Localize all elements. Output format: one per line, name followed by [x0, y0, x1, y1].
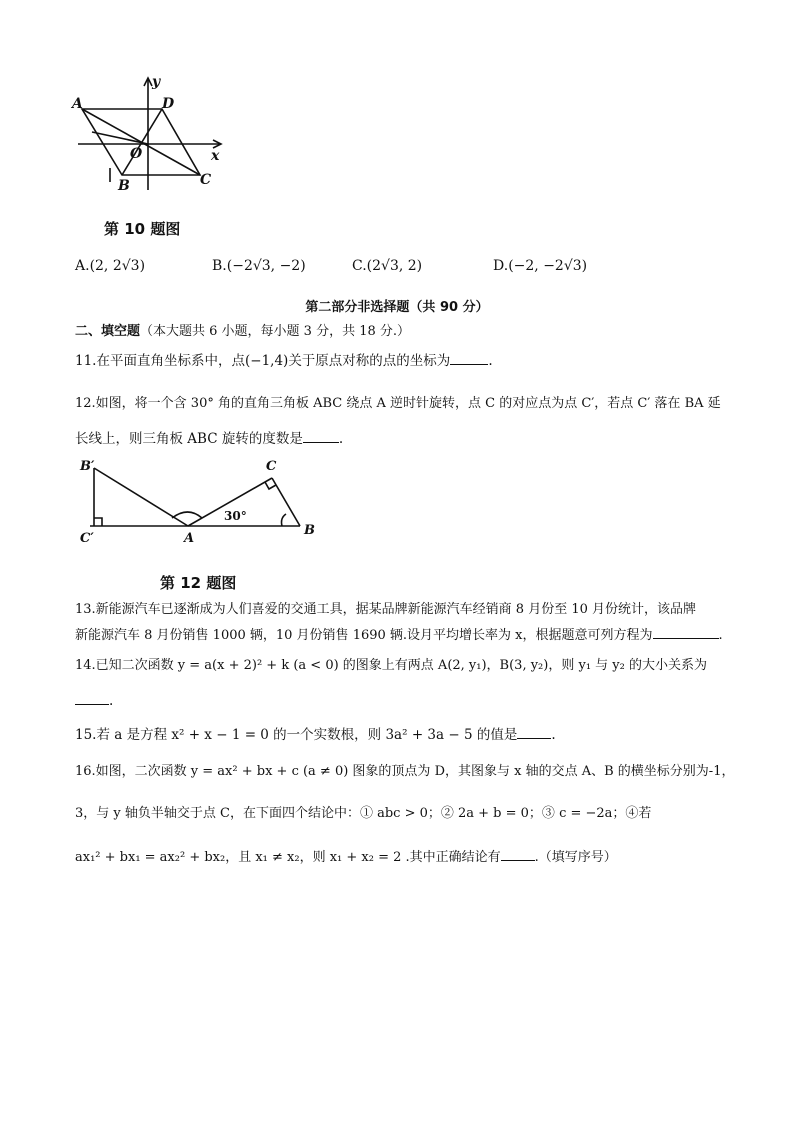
- label-c: C: [266, 459, 277, 474]
- label-a: A: [72, 96, 83, 112]
- question-16-line3: ax₁² + bx₁ = ax₂² + bx₂，且 x₁ ≠ x₂，则 x₁ + x₂ = 2 .其中正确结论有 .（填写序号）: [75, 846, 740, 868]
- label-y: y: [152, 74, 161, 90]
- angle-arc-b: [282, 514, 287, 526]
- q14-answer-blank[interactable]: [75, 690, 109, 705]
- label-c: C: [200, 172, 212, 188]
- label-x: x: [211, 148, 220, 164]
- q11-answer-blank[interactable]: [450, 350, 488, 365]
- label-b-prime: B′: [80, 459, 95, 474]
- figure-10-caption: 第 10 题图: [104, 220, 181, 238]
- question-15: 15.若 a 是方程 x² + x − 1 = 0 的一个实数根，则 3a² + 3a − 5 的值是 .: [75, 724, 740, 745]
- angle-arc-a: [172, 512, 202, 518]
- q11-point: (−1,4): [244, 353, 289, 369]
- right-angle-mark-c1: [94, 518, 102, 526]
- question-13-line1: 13.新能源汽车已逐渐成为人们喜爱的交通工具，据某品牌新能源汽车经销商 8 月份至 10 月份统计，该品牌: [75, 602, 697, 617]
- question-14-line1: 14.已知二次函数 y = a(x + 2)² + k (a < 0) 的图象上有两点 A(2, y₁)，B(3, y₂)，则 y₁ 与 y₂ 的大小关系为: [75, 658, 707, 673]
- q10-choice-d: D.(−2, −2√3): [493, 258, 588, 274]
- label-d: D: [162, 96, 175, 112]
- q10-choice-a: A.(2, 2√3): [75, 258, 146, 274]
- label-b: B: [304, 523, 315, 538]
- question-16-line1: 16.如图，二次函数 y = ax² + bx + c (a ≠ 0) 图象的顶点为 D，其图象与 x 轴的交点 A、B 的横坐标分别为-1，: [75, 764, 735, 779]
- q13-answer-blank[interactable]: [653, 624, 719, 639]
- section2-header: [75, 320, 410, 339]
- figure-10: [70, 72, 230, 197]
- label-30deg: 30°: [224, 509, 247, 523]
- question-12-line1: 12.如图，将一个含 30° 角的直角三角板 ABC 绕点 A 逆时针旋转，点 C 的对应点为点 C′，若点 C′ 落在 BA 延: [75, 396, 721, 411]
- q16-answer-blank[interactable]: [501, 846, 535, 861]
- question-16-line2: 3，与 y 轴负半轴交于点 C，在下面四个结论中：① abc > 0；② 2a + b = 0；③ c = −2a；④若: [75, 806, 652, 821]
- question-11: 11.在平面直角坐标系中，点(−1,4)关于原点对称的点的坐标为 .: [75, 350, 740, 371]
- question-14-line2: .: [75, 690, 740, 711]
- q15-answer-blank[interactable]: [517, 724, 551, 739]
- section2-note: （本大题共 6 小题，每小题 3 分，共 18 分.）: [140, 324, 411, 339]
- section2-title: 二、填空题: [75, 324, 141, 339]
- figure-12-caption: 第 12 题图: [160, 574, 237, 592]
- label-a: A: [184, 531, 195, 546]
- q12-answer-blank[interactable]: [303, 428, 339, 443]
- question-12-line2: 长线上，则三角板 ABC 旋转的度数是 .: [75, 428, 740, 449]
- side-cb: [272, 478, 300, 526]
- q10-choice-c: C.(2√3, 2): [352, 258, 423, 274]
- figure-12: [76, 456, 326, 546]
- question-13-line2: 新能源汽车 8 月份销售 1000 辆，10 月份销售 1690 辆.设月平均增长率为 x，根据题意可列方程为 .: [75, 624, 740, 646]
- label-b: B: [118, 178, 130, 194]
- label-o: O: [130, 146, 143, 162]
- q10-choice-b: B.(−2√3, −2): [212, 258, 306, 274]
- label-c-prime: C′: [80, 531, 94, 546]
- part2-title: 第二部分非选择题（共 90 分）: [305, 300, 489, 315]
